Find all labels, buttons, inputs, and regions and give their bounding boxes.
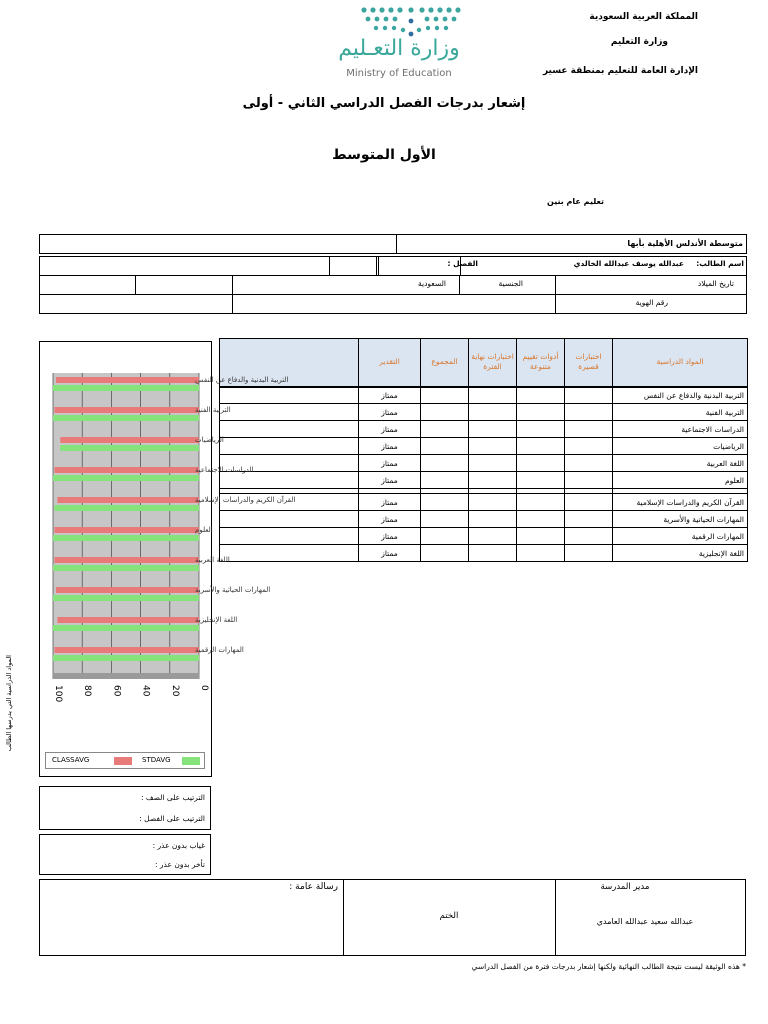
bar-classavg [54, 557, 199, 563]
short-tests-cell [565, 494, 613, 511]
assessment-cell [517, 472, 565, 489]
subject-cell: الرياضيات [613, 438, 748, 455]
assessment-cell [517, 545, 565, 562]
category-label: المهارات الحياتية والأسرية [195, 586, 271, 594]
bar-classavg [57, 617, 199, 623]
grade-cell: ممتاز [359, 455, 421, 472]
grade-cell: ممتاز [359, 404, 421, 421]
bar-stdavg [53, 565, 199, 571]
principal-label: مدير المدرسة [600, 882, 650, 892]
assessment-cell [517, 511, 565, 528]
grade-cell: ممتاز [359, 528, 421, 545]
short-tests-cell [565, 438, 613, 455]
table-row [220, 528, 748, 545]
legend-stdavg-swatch [182, 757, 200, 765]
category-label: اللغة العربية [195, 556, 230, 564]
total-cell [421, 494, 469, 511]
subject-cell: المهارات الحياتية والأسرية [613, 511, 748, 528]
table-row [220, 472, 748, 489]
grades-table [219, 338, 748, 562]
ministry-logo-icon [358, 4, 464, 40]
student-label: اسم الطالب: [696, 259, 744, 268]
birth-row [39, 275, 747, 295]
chart-ylabel: المواد الدراسية التي يدرسها الطالب [5, 655, 13, 752]
empty-cell [220, 472, 359, 489]
bar-classavg [56, 377, 199, 383]
subject-cell: المهارات الرقمية [613, 528, 748, 545]
subject-cell: اللغة العربية [613, 455, 748, 472]
bar-stdavg [53, 595, 199, 601]
averages-bar-chart [39, 341, 296, 751]
chart-floor [53, 673, 199, 679]
assessment-cell [517, 455, 565, 472]
bar-stdavg [53, 655, 199, 661]
legend-stdavg-label: STDAVG [142, 756, 171, 764]
bar-stdavg [54, 505, 199, 511]
col-grade: التقدير [359, 339, 421, 387]
stamp-label: الختم [439, 911, 459, 921]
subject-cell: التربية البدنية والدفاع عن النفس [613, 387, 748, 404]
col-assessment-tools: أدوات تقييم متنوعة [517, 339, 565, 387]
total-cell [421, 421, 469, 438]
subject-cell: القرآن الكريم والدراسات الإسلامية [613, 494, 748, 511]
total-cell [421, 455, 469, 472]
final-tests-cell [469, 438, 517, 455]
subject-cell: الدراسات الاجتماعية [613, 421, 748, 438]
short-tests-cell [565, 455, 613, 472]
assessment-cell [517, 494, 565, 511]
x-tick-label: 20 [169, 685, 180, 697]
legend-classavg-swatch [114, 757, 132, 765]
school-name: متوسطة الأندلس الأهلية بأبها [396, 234, 747, 254]
total-cell [421, 438, 469, 455]
final-tests-cell [469, 472, 517, 489]
short-tests-cell [565, 528, 613, 545]
short-tests-cell [565, 545, 613, 562]
category-label: التربية البدنية والدفاع عن النفس [195, 376, 289, 384]
grade-cell: ممتاز [359, 438, 421, 455]
empty-cell [220, 528, 359, 545]
col-total: المجموع [421, 339, 469, 387]
bar-stdavg [53, 385, 199, 391]
col-final-tests: اختبارات نهاية الفترة [469, 339, 517, 387]
legend-classavg-label: CLASSAVG [52, 756, 90, 764]
short-tests-cell [565, 387, 613, 404]
short-tests-cell [565, 511, 613, 528]
bar-classavg [54, 647, 199, 653]
subject-cell: اللغة الإنجليزية [613, 545, 748, 562]
grade-cell: ممتاز [359, 511, 421, 528]
late-label: تأخر بدون عذر : [154, 860, 205, 869]
bar-stdavg [53, 535, 199, 541]
subject-cell: العلوم [613, 472, 748, 489]
table-row [220, 494, 748, 511]
total-cell [421, 404, 469, 421]
grade-level-title: الأول المتوسط [332, 147, 436, 163]
empty-cell [220, 421, 359, 438]
bar-stdavg [53, 625, 199, 631]
category-label: الدراسات الاجتماعية [195, 466, 254, 474]
category-label: القرآن الكريم والدراسات الإسلامية [195, 496, 296, 504]
empty-cell [220, 387, 359, 404]
assessment-cell [517, 528, 565, 545]
info-blank-cell [39, 234, 397, 254]
assessment-cell [517, 421, 565, 438]
category-label: المهارات الرقمية [195, 646, 244, 654]
empty-cell [220, 438, 359, 455]
bar-stdavg [60, 445, 199, 451]
principal-name: عبدالله سعيد عبدالله العامدي [596, 917, 694, 926]
total-cell [421, 511, 469, 528]
general-message-label: رسالة عامة : [289, 882, 338, 892]
bar-classavg [56, 587, 199, 593]
table-row [220, 404, 748, 421]
col-short-tests: اختبارات قصيرة [565, 339, 613, 387]
assessment-cell [517, 438, 565, 455]
short-tests-cell [565, 421, 613, 438]
logo-arabic-text: وزارة التعـليم [338, 36, 460, 61]
total-cell [421, 528, 469, 545]
bar-stdavg [53, 475, 199, 481]
final-tests-cell [469, 511, 517, 528]
grade-cell: ممتاز [359, 472, 421, 489]
final-tests-cell [469, 545, 517, 562]
bar-classavg [54, 467, 199, 473]
short-tests-cell [565, 472, 613, 489]
empty-cell [220, 511, 359, 528]
header-kingdom: المملكة العربية السعودية [589, 12, 698, 22]
empty-cell [220, 545, 359, 562]
class-label: الفصل : [447, 259, 478, 268]
category-label: العلوم [195, 526, 213, 534]
birth-date-label: تاريخ الميلاد [697, 279, 734, 288]
logo-english-text: Ministry of Education [346, 68, 452, 79]
final-tests-cell [469, 455, 517, 472]
table-row [220, 455, 748, 472]
header-ministry: وزارة التعليم [610, 37, 668, 47]
x-tick-label: 40 [140, 685, 151, 697]
table-row [220, 387, 748, 404]
empty-cell [220, 404, 359, 421]
x-tick-label: 100 [53, 685, 63, 703]
category-label: الرياضيات [195, 436, 224, 444]
category-label: اللغة الإنجليزية [195, 616, 238, 624]
student-name: عبدالله يوسف عبدالله الخالدي [573, 259, 684, 268]
class-rank-label: الترتيب على الصف : [140, 793, 205, 802]
bar-classavg [57, 497, 199, 503]
short-tests-cell [565, 404, 613, 421]
category-label: التربية الفنية [195, 406, 231, 414]
col-subject: المواد الدراسية [613, 339, 748, 387]
chart-legend [45, 752, 205, 769]
absence-label: غياب بدون عذر : [152, 841, 205, 850]
subject-cell: التربية الفنية [613, 404, 748, 421]
final-tests-cell [469, 494, 517, 511]
nationality-value: السعودية [417, 279, 446, 288]
table-row [220, 511, 748, 528]
bar-stdavg [53, 415, 199, 421]
grade-cell: ممتاز [359, 494, 421, 511]
x-tick-label: 0 [199, 685, 209, 691]
assessment-cell [517, 387, 565, 404]
x-tick-label: 60 [111, 685, 122, 697]
bar-classavg [60, 437, 199, 443]
total-cell [421, 472, 469, 489]
assessment-cell [517, 404, 565, 421]
final-tests-cell [469, 387, 517, 404]
total-cell [421, 545, 469, 562]
grade-cell: ممتاز [359, 387, 421, 404]
bar-classavg [54, 407, 199, 413]
footnote: * هذه الوثيقة ليست نتيجة الطالب النهائية ولكنها إشعار بدرجات فترة من الفصل الدراسي [471, 962, 746, 971]
header-directorate: الإدارة العامة للتعليم بمنطقة عسير [542, 66, 698, 76]
final-tests-cell [469, 528, 517, 545]
table-row [220, 545, 748, 562]
table-header-row [220, 339, 748, 387]
table-row [220, 438, 748, 455]
final-tests-cell [469, 421, 517, 438]
grade-cell: ممتاز [359, 421, 421, 438]
education-type: تعليم عام بنين [547, 197, 604, 206]
final-tests-cell [469, 404, 517, 421]
section-rank-label: الترتيب على الفصل : [139, 814, 205, 823]
total-cell [421, 387, 469, 404]
x-tick-label: 80 [82, 685, 93, 697]
nationality-label: الجنسية [498, 279, 523, 288]
table-row [220, 421, 748, 438]
report-title: إشعار بدرجات الفصل الدراسي الثاني - أولى [242, 96, 526, 111]
bar-classavg [54, 527, 199, 533]
grade-cell: ممتاز [359, 545, 421, 562]
id-label: رقم الهوية [635, 298, 668, 307]
